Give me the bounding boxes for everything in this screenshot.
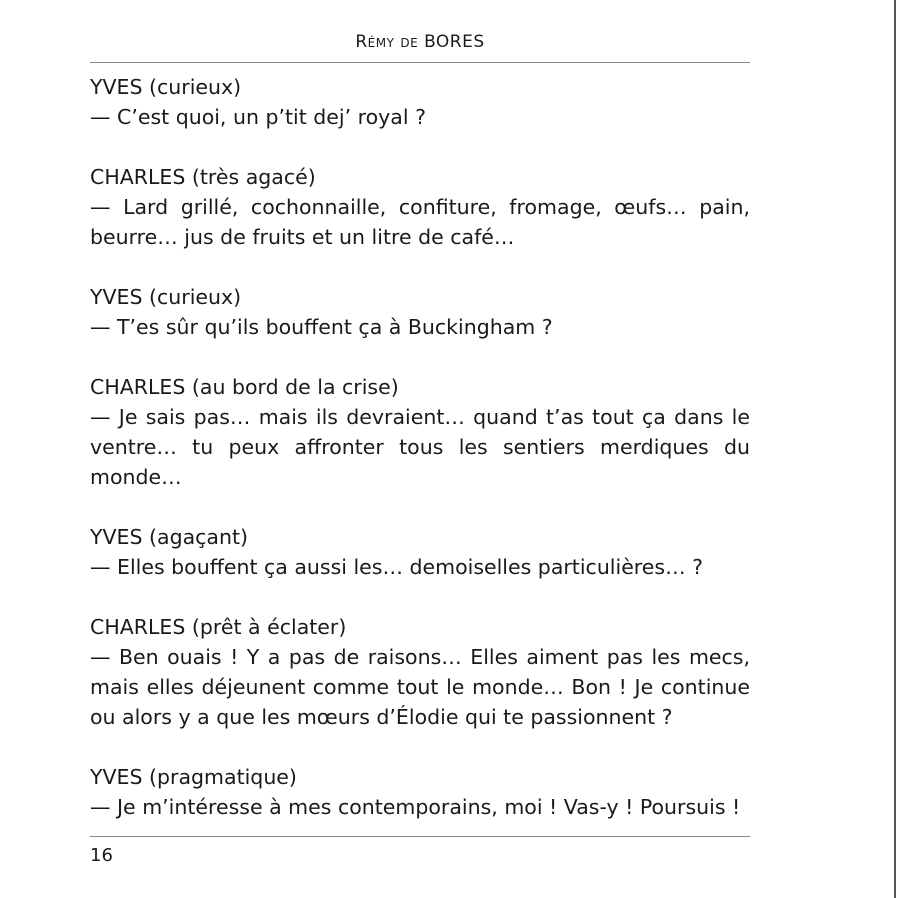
header-rule	[90, 62, 750, 63]
dialogue-line: — T’es sûr qu’ils bouffent ça à Buckingham ?	[90, 315, 553, 339]
page-number: 16	[90, 845, 113, 866]
dialogue-body	[90, 72, 750, 852]
speaker-name: YVES (curieux)	[90, 75, 242, 99]
speaker-name: CHARLES (prêt à éclater)	[90, 615, 347, 639]
dialogue-line: — Ben ouais ! Y a pas de raisons… Elles aiment pas les mecs, mais elles déjeunent comme tout le monde… Bon ! Je continue ou alors y a que les mœurs d’Élodie qui te passionnent ?	[90, 645, 750, 729]
speaker-name: CHARLES (au bord de la crise)	[90, 375, 399, 399]
dialogue-line: — Elles bouffent ça aussi les… demoiselles particulières… ?	[90, 555, 703, 579]
speaker-name: YVES (curieux)	[90, 285, 242, 309]
running-head	[90, 32, 750, 52]
dialogue-line: — Je sais pas… mais ils devraient… quand t’as tout ça dans le ventre… tu peux affronter tous les sentiers merdiques du monde…	[90, 405, 750, 489]
dialogue-block	[90, 522, 750, 582]
dialogue-line: — Je m’intéresse à mes contemporains, moi ! Vas-y ! Poursuis !	[90, 795, 741, 819]
dialogue-line: — C’est quoi, un p’tit dej’ royal ?	[90, 105, 426, 129]
dialogue-block	[90, 612, 750, 732]
speaker-name: YVES (agaçant)	[90, 525, 249, 549]
author-name: BORES	[424, 32, 485, 52]
page-edge-line	[894, 0, 896, 898]
speaker-name: CHARLES (très agacé)	[90, 165, 316, 189]
footer-rule	[90, 836, 750, 837]
dialogue-line: — Lard grillé, cochonnaille, confiture, fromage, œufs… pain, beurre… jus de fruits et un litre de café…	[90, 195, 750, 249]
dialogue-block	[90, 762, 750, 822]
dialogue-block	[90, 162, 750, 252]
dialogue-block	[90, 282, 750, 342]
author-prefix: Rémy de	[355, 32, 419, 52]
dialogue-block	[90, 372, 750, 492]
dialogue-block	[90, 72, 750, 132]
speaker-name: YVES (pragmatique)	[90, 765, 297, 789]
